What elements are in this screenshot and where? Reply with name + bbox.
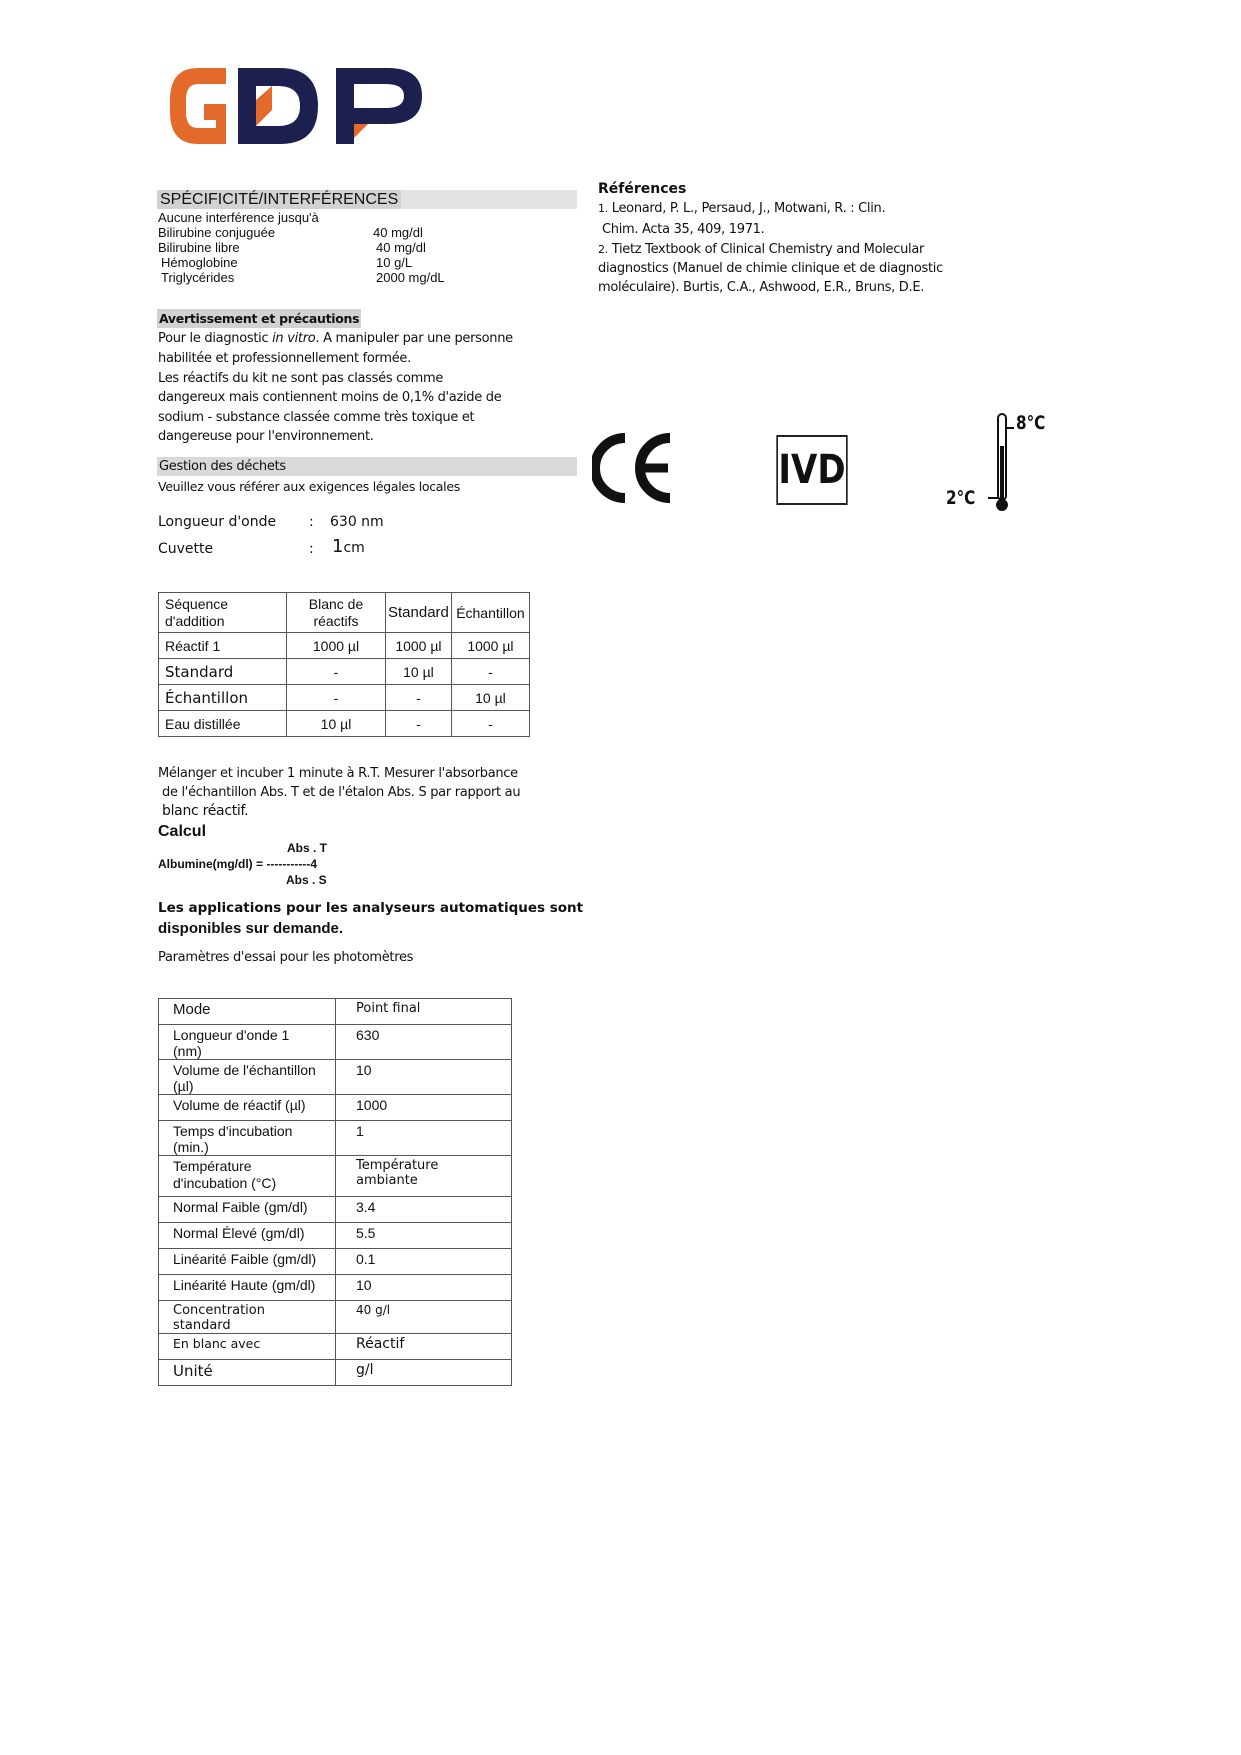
mix-line-1: Mélanger et incuber 1 minute à R.T. Mesurer l'absorbance (158, 766, 518, 781)
waste-text: Veuillez vous référer aux exigences légales locales (158, 479, 460, 494)
gdp-logo (168, 60, 428, 150)
sequence-header-0: Séquence d'addition (159, 593, 287, 633)
interference-value-2: 40 mg/dl (376, 240, 426, 255)
param-label: Concentration standard (159, 1301, 336, 1334)
param-label: Longueur d'onde 1 (nm) (159, 1025, 336, 1060)
reference-1-line-2: Chim. Acta 35, 409, 1971. (602, 222, 765, 237)
param-label: Normal Faible (gm/dl) (159, 1197, 336, 1223)
param-value: g/l (336, 1360, 512, 1386)
param-value: Point final (336, 999, 512, 1025)
param-value: Réactif (336, 1334, 512, 1360)
table-row (159, 1156, 512, 1197)
wavelength-value: 630 nm (330, 514, 384, 530)
ce-mark-icon (592, 432, 674, 504)
param-label: Température d'incubation (°C) (159, 1156, 336, 1197)
params-title: Paramètres d'essai pour les photomètres (158, 950, 414, 965)
interference-name-4: Triglycérides (161, 270, 235, 285)
param-value: 10 (336, 1060, 512, 1095)
sequence-cell: - (287, 659, 386, 685)
wavelength-label: Longueur d'onde (158, 514, 277, 530)
calc-formula: Albumine(mg/dl) = -----------4 (158, 857, 317, 871)
sequence-cell: - (287, 685, 386, 711)
param-label: Volume de l'échantillon (µl) (159, 1060, 336, 1095)
table-row (159, 1249, 512, 1275)
warnings-line-5: sodium - substance classée comme très toxique et (158, 410, 475, 425)
sequence-cell: 1000 µl (451, 633, 529, 659)
params-table (158, 998, 512, 1386)
table-row (159, 1301, 512, 1334)
table-row (159, 1223, 512, 1249)
warnings-line-1: Pour le diagnostic in vitro. A manipuler par une personne (158, 331, 513, 346)
sequence-cell: 10 µl (287, 711, 386, 737)
interference-name-2: Bilirubine libre (158, 240, 240, 255)
table-row (159, 1095, 512, 1121)
interference-value-3: 10 g/L (376, 255, 413, 270)
param-label: Unité (159, 1360, 336, 1386)
param-label: Linéarité Haute (gm/dl) (159, 1275, 336, 1301)
cuvette-value: 1cm (332, 536, 365, 557)
warnings-line-6: dangereuse pour l'environnement. (158, 429, 374, 444)
table-row (159, 685, 530, 711)
references-title: Références (598, 181, 687, 197)
sequence-cell: - (451, 711, 529, 737)
sequence-cell: 10 µl (386, 659, 452, 685)
warnings-title: Avertissement et précautions (159, 311, 360, 326)
sequence-cell: - (386, 711, 452, 737)
cuvette-sep: : (309, 541, 314, 557)
table-row (159, 1334, 512, 1360)
table-row (159, 633, 530, 659)
table-row (159, 1121, 512, 1156)
warnings-line-2: habilitée et professionnellement formée. (158, 351, 411, 366)
calc-title: Calcul (158, 823, 207, 840)
interference-value-1: 40 mg/dl (373, 225, 423, 240)
param-label: Volume de réactif (µl) (159, 1095, 336, 1121)
table-row (159, 1025, 512, 1060)
reference-2-line-3: moléculaire). Burtis, C.A., Ashwood, E.R., Bruns, D.E. (598, 280, 925, 295)
waste-title: Gestion des déchets (159, 459, 286, 474)
interference-name-1: Bilirubine conjuguée (158, 225, 276, 240)
param-label: En blanc avec (159, 1334, 336, 1360)
table-row (159, 1360, 512, 1386)
sequence-cell: Échantillon (159, 685, 287, 711)
specificity-title: SPÉCIFICITÉ/INTERFÉRENCES (157, 190, 401, 209)
param-value: 1 (336, 1121, 512, 1156)
sequence-cell: Réactif 1 (159, 633, 287, 659)
calc-denominator: Abs . S (286, 873, 327, 887)
table-row (159, 1197, 512, 1223)
param-value: 630 (336, 1025, 512, 1060)
reference-2-line-2: diagnostics (Manuel de chimie clinique et de diagnostic (598, 261, 943, 276)
param-label: Mode (159, 999, 336, 1025)
table-row (159, 1275, 512, 1301)
specificity-intro: Aucune interférence jusqu'à (158, 210, 319, 225)
param-label: Linéarité Faible (gm/dl) (159, 1249, 336, 1275)
table-row (159, 1060, 512, 1095)
applications-line-2: disponibles sur demande. (158, 920, 344, 937)
interference-value-4: 2000 mg/dL (376, 270, 445, 285)
sequence-cell: Eau distillée (159, 711, 287, 737)
temp-low-label: 2°C (946, 487, 976, 509)
param-label: Normal Élevé (gm/dl) (159, 1223, 336, 1249)
mix-line-2: de l'échantillon Abs. T et de l'étalon Abs. S par rapport au (162, 785, 521, 800)
calc-numerator: Abs . T (287, 841, 328, 855)
sequence-cell: 1000 µl (386, 633, 452, 659)
warnings-line-3: Les réactifs du kit ne sont pas classés comme (158, 371, 444, 386)
table-row (159, 999, 512, 1025)
sequence-table (158, 592, 530, 737)
interference-name-3: Hémoglobine (161, 255, 238, 270)
param-value: 40 g/l (336, 1301, 512, 1334)
reference-1-line-1: 1. Leonard, P. L., Persaud, J., Motwani, R. : Clin. (598, 201, 886, 216)
param-value: 3.4 (336, 1197, 512, 1223)
cuvette-label: Cuvette (158, 541, 214, 557)
table-row (159, 659, 530, 685)
sequence-header-1: Blanc de réactifs (287, 593, 386, 633)
ivd-symbol: IVD (776, 435, 847, 505)
applications-line-1: Les applications pour les analyseurs automatiques sont (158, 900, 584, 916)
param-value: Température ambiante (336, 1156, 512, 1197)
temp-high-label: 8°C (1016, 412, 1046, 434)
sequence-cell: Standard (159, 659, 287, 685)
table-row (159, 711, 530, 737)
param-value: 0.1 (336, 1249, 512, 1275)
param-value: 5.5 (336, 1223, 512, 1249)
sequence-cell: 1000 µl (287, 633, 386, 659)
sequence-cell: - (451, 659, 529, 685)
sequence-cell: - (386, 685, 452, 711)
sequence-header-3: Échantillon (451, 593, 529, 633)
sequence-header-2: Standard (386, 593, 452, 633)
warnings-line-4: dangereux mais contiennent moins de 0,1% d'azide de (158, 390, 502, 405)
param-label: Temps d'incubation (min.) (159, 1121, 336, 1156)
reference-2-line-1: 2. Tietz Textbook of Clinical Chemistry and Molecular (598, 242, 925, 257)
param-value: 10 (336, 1275, 512, 1301)
mix-line-3: blanc réactif. (162, 803, 249, 819)
wavelength-sep: : (309, 514, 314, 530)
sequence-cell: 10 µl (451, 685, 529, 711)
param-value: 1000 (336, 1095, 512, 1121)
